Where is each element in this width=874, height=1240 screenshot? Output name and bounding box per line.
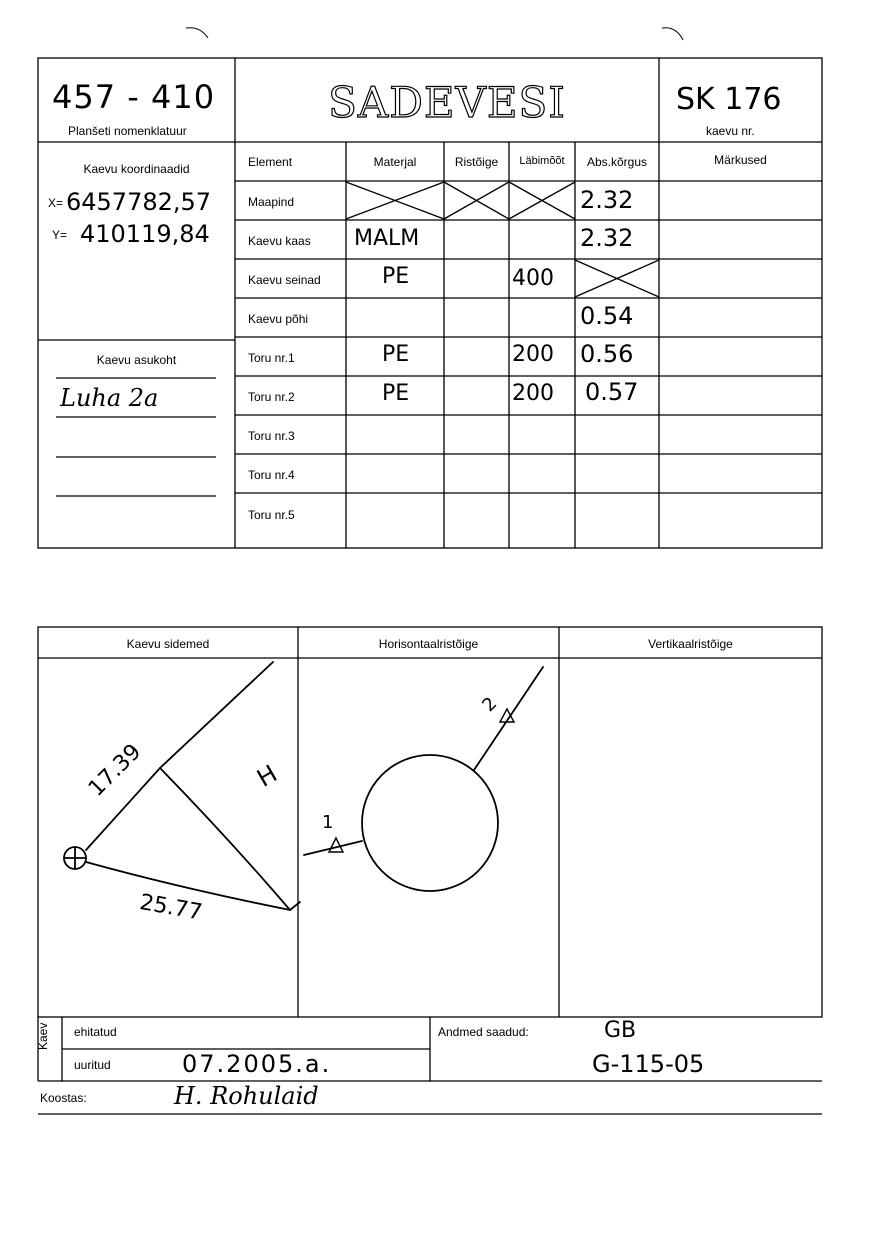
table-row: Kaevu põhi [248, 312, 309, 326]
cell-abs: 2.32 [580, 224, 634, 252]
page-title: SADEVESI [328, 78, 566, 127]
header-material: Materjal [373, 155, 417, 169]
table-row: Toru nr.3 [248, 429, 295, 443]
house-mark: H [252, 759, 282, 793]
y-coordinate: 410119,84 [80, 220, 210, 248]
coordinates-label: Kaevu koordinaadid [83, 162, 190, 176]
y-prefix: Y= [52, 228, 68, 242]
sheet-number: 457 - 410 [52, 78, 216, 116]
author-name: H. Rohulaid [174, 1082, 319, 1110]
cell-material: MALM [354, 226, 420, 251]
sketch-header-vertical: Vertikaalristõige [648, 637, 733, 651]
header-diameter: Läbimõõt [519, 155, 565, 167]
table-row: Toru nr.1 [248, 351, 295, 365]
distance-label-1: 17.39 [84, 739, 147, 802]
checked-label: uuritud [74, 1058, 111, 1072]
cell-diameter: 200 [512, 342, 554, 367]
table-row: Kaevu kaas [248, 234, 311, 248]
x-coordinate: 6457782,57 [66, 188, 212, 216]
author-label: Koostas: [40, 1091, 87, 1105]
cell-diameter: 200 [512, 381, 554, 406]
distance-label-2: 25.77 [137, 890, 205, 926]
cell-abs: 0.57 [585, 378, 639, 406]
well-label: kaevu nr. [706, 124, 755, 138]
side-label: Kaev [36, 1022, 50, 1050]
cell-abs: 0.54 [580, 302, 634, 330]
cell-material: PE [382, 264, 410, 289]
cell-diameter: 400 [512, 266, 554, 291]
table-row: Kaevu seinad [248, 273, 321, 287]
data-received-value-2: G-115-05 [592, 1050, 705, 1078]
header-element: Element [248, 155, 293, 169]
pipe-1-label: 1 [322, 812, 334, 833]
cell-abs: 2.32 [580, 186, 634, 214]
location-label: Kaevu asukoht [96, 353, 177, 367]
table-row: Toru nr.4 [248, 468, 295, 482]
x-prefix: X= [48, 196, 64, 210]
table-row: Maapind [248, 195, 295, 209]
header-notes: Märkused [714, 153, 767, 167]
sketch-header-ties: Kaevu sidemed [126, 637, 210, 651]
data-received-value-1: GB [604, 1018, 637, 1043]
built-label: ehitatud [74, 1025, 117, 1039]
sketch-header-horizontal: Horisontaalristõige [378, 637, 479, 651]
header-cross-section: Ristõige [454, 155, 499, 169]
cell-material: PE [382, 381, 410, 406]
data-received-label: Andmed saadud: [438, 1025, 529, 1039]
checked-date: 07.2005.a. [182, 1050, 332, 1078]
well-number: SK 176 [676, 82, 782, 117]
header-abs-height: Abs.kõrgus [586, 155, 648, 169]
table-row: Toru nr.5 [248, 508, 295, 522]
sheet-label: Planšeti nomenklatuur [68, 124, 187, 138]
pipe-2-label: 2 [478, 693, 502, 716]
cell-material: PE [382, 342, 410, 367]
cell-abs: 0.56 [580, 340, 634, 368]
table-row: Toru nr.2 [248, 390, 295, 404]
location-value: Luha 2a [60, 384, 159, 412]
